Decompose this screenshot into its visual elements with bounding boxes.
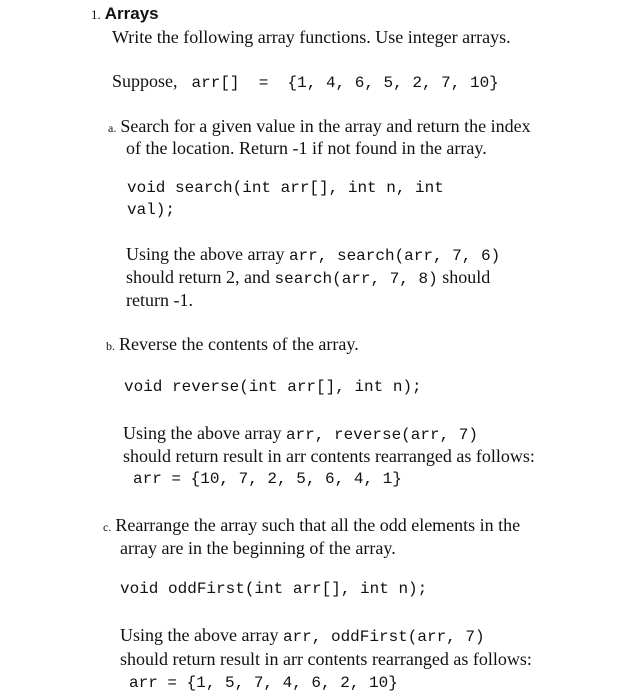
part-b-description: Reverse the contents of the array.: [119, 334, 359, 354]
part-a-example-text-2: should return 2, and: [126, 267, 275, 287]
part-a-example-code-2: search(arr, 7, 8): [274, 270, 438, 288]
part-b-marker: b.: [106, 339, 115, 353]
part-a-signature-1: void search(int arr[], int n, int: [127, 179, 444, 197]
suppose-label: Suppose,: [112, 71, 178, 91]
part-a-example-code-1: arr, search(arr, 7, 6): [288, 247, 501, 265]
part-c-example-text-2: should return result in arr contents rearranged as follows:: [120, 649, 532, 669]
part-c-marker: c.: [103, 520, 112, 534]
part-c-example-code-1: arr, oddFirst(arr, 7): [282, 628, 485, 646]
part-c-result: arr = {1, 5, 7, 4, 6, 2, 10}: [129, 674, 398, 692]
part-b-example-code-1: arr, reverse(arr, 7): [285, 426, 478, 444]
part-b-example-text-1: Using the above array: [123, 423, 286, 443]
part-a-marker: a.: [108, 121, 117, 135]
part-c-signature: void oddFirst(int arr[], int n);: [120, 580, 428, 598]
part-c-example-text-1: Using the above array: [120, 625, 283, 645]
part-b-example-text-2: should return result in arr contents rearranged as follows:: [123, 446, 535, 466]
part-a-line1: [108, 115, 531, 137]
part-a-description-2: of the location. Return -1 if not found in the array.: [126, 138, 487, 158]
part-b-example-1: [123, 422, 478, 446]
part-a-signature-2: val);: [127, 201, 176, 219]
part-c-example-1: [120, 624, 485, 648]
section-heading: [91, 4, 159, 24]
part-a-example-text-1: Using the above array: [126, 244, 289, 264]
part-c-description-2: array are in the beginning of the array.: [120, 538, 396, 558]
suppose-line: [112, 70, 499, 94]
part-c-line1: [103, 514, 520, 536]
suppose-code: arr[] = {1, 4, 6, 5, 2, 7, 10}: [191, 74, 499, 92]
part-a-example-1: [126, 243, 500, 267]
part-a-example-text-4: return -1.: [126, 290, 193, 310]
part-a-description-1: Search for a given value in the array and return the index: [120, 116, 531, 136]
section-title: Arrays: [104, 4, 159, 23]
part-a-example-text-3: should: [437, 267, 491, 287]
part-b-line1: [106, 333, 359, 355]
part-c-description-1: Rearrange the array such that all the odd elements in the: [115, 515, 521, 535]
part-a-example-2: [126, 266, 490, 290]
section-intro: Write the following array functions. Use integer arrays.: [112, 27, 511, 47]
part-b-signature: void reverse(int arr[], int n);: [124, 378, 422, 396]
section-number: 1.: [91, 7, 101, 22]
part-b-result: arr = {10, 7, 2, 5, 6, 4, 1}: [133, 470, 402, 488]
